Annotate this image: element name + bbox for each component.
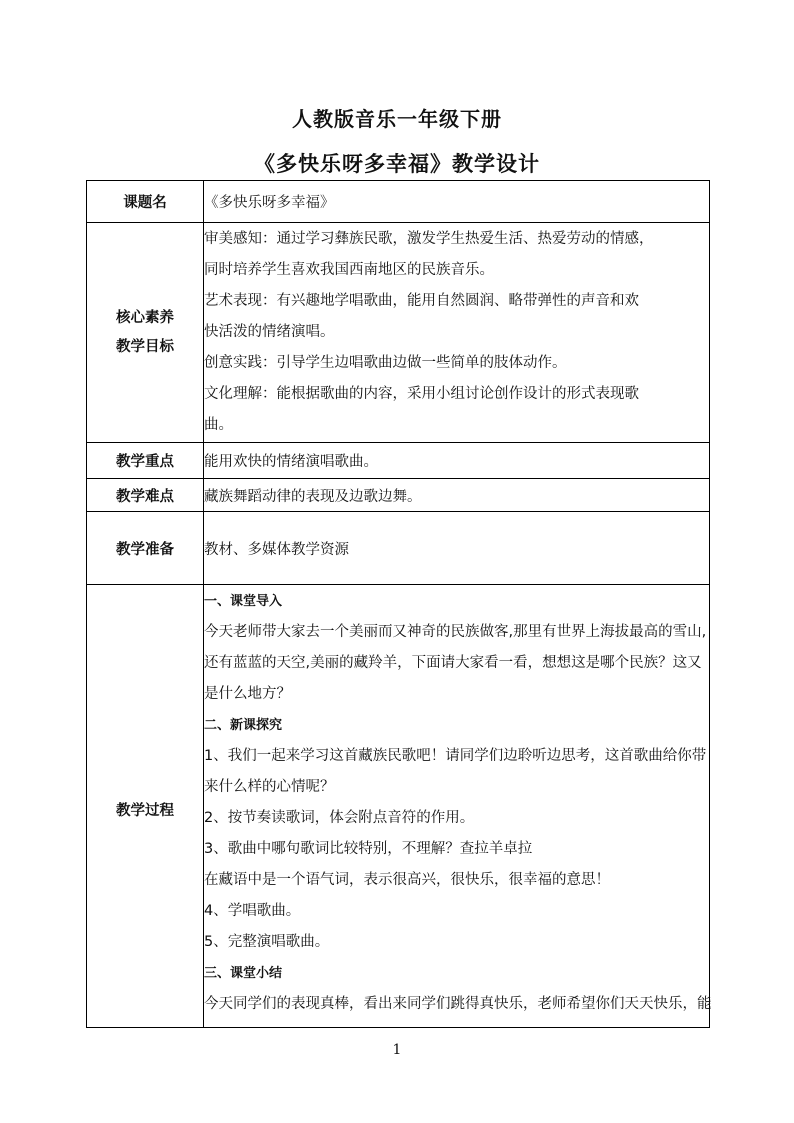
goals-label-line2: 教学目标 — [116, 338, 174, 355]
process-line: 在藏语中是一个语气词，表示很高兴，很快乐，很幸福的意思！ — [204, 872, 610, 888]
goals-label-line1: 核心素养 — [116, 309, 174, 326]
lesson-plan-table — [86, 180, 710, 1028]
document-subtitle: 《多快乐呀多幸福》教学设计 — [254, 152, 540, 176]
row-topic — [87, 181, 710, 223]
page-number: 1 — [392, 1042, 402, 1058]
document-title: 人教版音乐一年级下册 — [292, 107, 502, 131]
section-heading: 三、课堂小结 — [204, 966, 283, 981]
goals-line: 审美感知：通过学习彝族民歌，激发学生热爱生活、热爱劳动的情感， — [204, 231, 654, 247]
preparation-value: 教材、多媒体教学资源 — [204, 512, 710, 585]
process-content — [204, 585, 710, 1028]
process-line: 今天同学们的表现真棒，看出来同学们跳得真快乐，老师希望你们天天快乐，能 — [204, 996, 712, 1012]
row-difficulty — [87, 479, 710, 512]
goals-line: 同时培养学生喜欢我国西南地区的民族音乐。 — [204, 262, 494, 278]
process-line: 1、我们一起来学习这首藏族民歌吧！请同学们边聆听边思考，这首歌曲给你带 — [204, 748, 707, 764]
key-point-label: 教学重点 — [87, 443, 204, 479]
process-line: 今天老师带大家去一个美丽而又神奇的民族做客,那里有世界上海拔最高的雪山, — [204, 624, 707, 640]
difficulty-value: 藏族舞蹈动律的表现及边歌边舞。 — [204, 479, 710, 512]
goals-line: 艺术表现：有兴趣地学唱歌曲，能用自然圆润、略带弹性的声音和欢 — [204, 293, 639, 309]
process-line: 来什么样的心情呢？ — [204, 779, 335, 795]
goals-content — [204, 223, 710, 443]
goals-line: 快活泼的情绪演唱。 — [204, 324, 335, 340]
topic-label: 课题名 — [87, 181, 204, 223]
section-heading: 一、课堂导入 — [204, 594, 283, 609]
difficulty-label: 教学难点 — [87, 479, 204, 512]
preparation-label: 教学准备 — [87, 512, 204, 585]
row-preparation — [87, 512, 710, 585]
key-point-value: 能用欢快的情绪演唱歌曲。 — [204, 443, 710, 479]
process-line: 3、歌曲中哪句歌词比较特别，不理解？查拉羊卓拉 — [204, 841, 533, 857]
process-line: 5、完整演唱歌曲。 — [204, 934, 330, 950]
goals-label — [87, 223, 204, 443]
row-key-point — [87, 443, 710, 479]
goals-line: 曲。 — [204, 417, 233, 433]
goals-line: 创意实践：引导学生边唱歌曲边做一些简单的肢体动作。 — [204, 355, 567, 371]
process-label: 教学过程 — [87, 585, 204, 1028]
process-line: 4、学唱歌曲。 — [204, 903, 301, 919]
process-line: 是什么地方？ — [204, 686, 291, 702]
topic-value: 《多快乐呀多幸福》 — [204, 181, 710, 223]
goals-line: 文化理解：能根据歌曲的内容，采用小组讨论创作设计的形式表现歌 — [204, 386, 639, 402]
section-heading: 二、新课探究 — [204, 718, 283, 733]
row-process — [87, 585, 710, 1028]
process-line: 还有蓝蓝的天空,美丽的藏羚羊，下面请大家看一看，想想这是哪个民族？这又 — [204, 655, 702, 671]
row-goals — [87, 223, 710, 443]
process-line: 2、按节奏读歌词，体会附点音符的作用。 — [204, 810, 475, 826]
